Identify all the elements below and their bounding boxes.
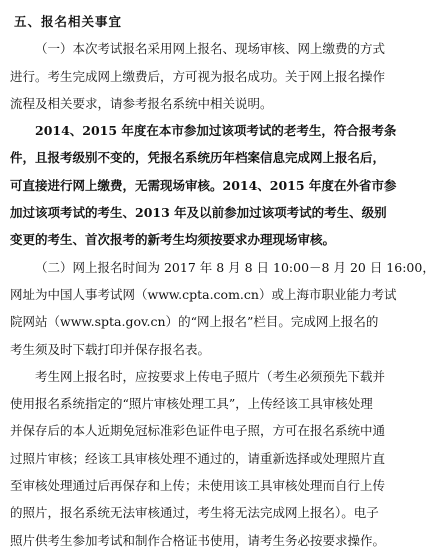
paragraph-line: 件，且报考级别不变的，凭报名系统历年档案信息完成网上报名后， bbox=[10, 150, 386, 166]
paragraph-line: 考生须及时下载打印并保存报名表。 bbox=[10, 341, 211, 357]
paragraph-line: （一）本次考试报名采用网上报名、现场审核、网上缴费的方式 bbox=[35, 41, 386, 57]
paragraph-line: （二）网上报名时间为 2017 年 8 月 8 日 10:00－8 月 20 日 16:00， bbox=[35, 259, 435, 275]
paragraph-line: 流程及相关要求，请参考报名系统中相关说明。 bbox=[10, 95, 273, 111]
paragraph-line: 考生网上报名时，应按要求上传电子照片（考生必须预先下载并 bbox=[35, 368, 386, 384]
paragraph-line: 过照片审核；经该工具审核处理不通过的，请重新选择或处理照片直 bbox=[10, 450, 386, 466]
paragraph-line: 进行。考生完成网上缴费后，方可视为报名成功。关于网上报名操作 bbox=[10, 68, 386, 84]
paragraph-line: 院网站（www.spta.gov.cn）的“网上报名”栏目。完成网上报名的 bbox=[10, 314, 379, 330]
section-title: 五、报名相关事宜 bbox=[14, 14, 123, 29]
paragraph-line: 2014、2015 年度在本市参加过该项考试的老考生，符合报考条 bbox=[35, 123, 397, 139]
paragraph-line: 网址为中国人事考试网（www.cpta.com.cn）或上海市职业能力考试 bbox=[10, 286, 397, 302]
paragraph-line: 照片供考生参加考试和制作合格证书使用，请考生务必按要求操作。 bbox=[10, 532, 386, 548]
paragraph-line: 的照片，报名系统无法审核通过，考生将无法完成网上报名）。电子 bbox=[10, 505, 379, 521]
paragraph-line: 至审核处理通过后再保存和上传；未使用该工具审核处理而自行上传 bbox=[10, 478, 386, 494]
paragraph-returning-candidates bbox=[10, 117, 397, 253]
paragraph-line: 并保存后的本人近期免冠标准彩色证件电子照，方可在报名系统中通 bbox=[10, 423, 386, 439]
paragraph-line: 使用报名系统指定的“照片审核处理工具”，上传经该工具审核处理 bbox=[10, 396, 373, 412]
paragraph-registration-time bbox=[10, 254, 435, 363]
paragraph-line: 加过该项考试的考生、2013 年及以前参加过该项考试的考生、级别 bbox=[10, 205, 387, 221]
paragraph-line: 可直接进行网上缴费，无需现场审核。2014、2015 年度在外省市参 bbox=[10, 177, 397, 193]
paragraph-online-registration-method bbox=[10, 35, 390, 117]
paragraph-line: 变更的考生、首次报考的新考生均须按要求办理现场审核。 bbox=[10, 232, 336, 248]
paragraph-photo-requirements bbox=[10, 363, 390, 554]
